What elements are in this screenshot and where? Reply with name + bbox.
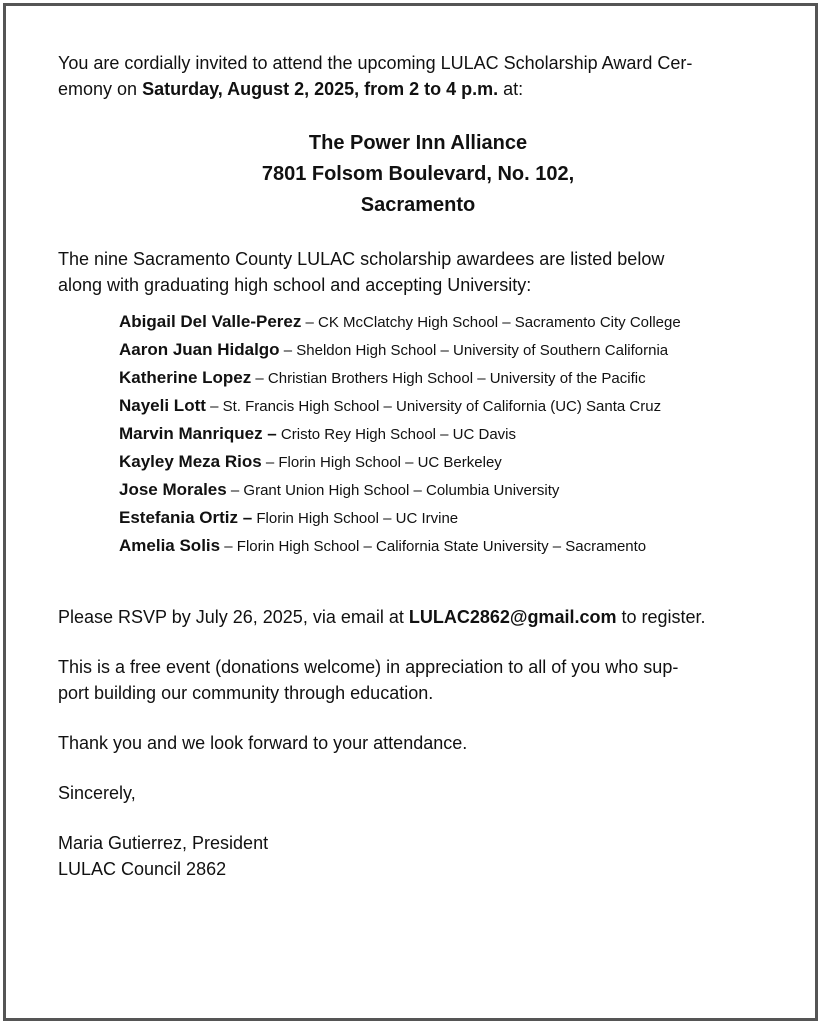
signature-block [58,830,778,882]
list-item [119,504,778,532]
awardee-details: Florin High School – UC Irvine [252,510,459,527]
closing-salutation: Sincerely, [58,783,136,803]
awardee-details: – Florin High School – California State University – Sacramento [220,538,647,555]
awardees-intro-line-2: along with graduating high school and accepting University: [58,275,532,295]
list-item [119,532,778,560]
signatory-organization: LULAC Council 2862 [58,859,227,879]
awardee-name: Nayeli Lott [119,396,206,415]
free-event-paragraph [58,654,778,706]
list-item [119,476,778,504]
awardee-name: Abigail Del Valle-Perez [119,312,302,331]
awardees-list [119,308,778,560]
awardee-name: Jose Morales [119,480,227,499]
awardee-details: – Grant Union High School – Columbia University [226,482,560,499]
venue-block [58,128,778,221]
awardee-details: – CK McClatchy High School – Sacramento City College [301,314,681,331]
awardee-details: – Sheldon High School – University of Southern California [279,342,669,359]
awardees-intro-paragraph [58,246,778,298]
invitation-paragraph [58,50,778,112]
rsvp-email: LULAC2862@gmail.com [408,607,617,627]
list-item [119,308,778,336]
event-date-time: Saturday, August 2, 2025, from 2 to 4 p.m. [142,79,499,99]
invitation-suffix: at: [498,79,524,99]
signatory-name: Maria Gutierrez, President [58,833,269,853]
awardee-name: Marvin Manriquez – [119,424,277,443]
list-item [119,420,778,448]
thanks-paragraph: Thank you and we look forward to your attendance. [58,733,468,753]
venue-address: 7801 Folsom Boulevard, No. 102, [261,163,575,185]
awardee-details: – St. Francis High School – University of California (UC) Santa Cruz [205,398,662,415]
list-item [119,392,778,420]
awardee-details: – Florin High School – UC Berkeley [261,454,502,471]
rsvp-suffix: to register. [616,607,706,627]
awardee-name: Estefania Ortiz – [119,508,253,527]
page-frame [3,3,818,1021]
awardee-name: Katherine Lopez [119,368,252,387]
awardee-name: Aaron Juan Hidalgo [119,340,280,359]
awardee-name: Kayley Meza Rios [119,452,262,471]
list-item [119,448,778,476]
rsvp-prefix: Please RSVP by July 26, 2025, via email at [58,607,409,627]
awardee-details: – Christian Brothers High School – University of the Pacific [251,370,646,387]
venue-city: Sacramento [360,194,476,216]
list-item [119,364,778,392]
venue-name: The Power Inn Alliance [308,132,528,154]
awardee-name: Amelia Solis [119,536,221,555]
list-item [119,336,778,364]
awardee-details: Cristo Rey High School – UC Davis [276,426,517,443]
awardees-intro-line-1: The nine Sacramento County LULAC scholarship awardees are listed below [58,249,665,269]
letter-body [58,50,778,882]
invitation-prefix: emony on [58,79,143,99]
free-event-line-1: This is a free event (donations welcome) in appreciation to all of you who sup- [58,657,679,677]
invitation-line-1: You are cordially invited to attend the upcoming LULAC Scholarship Award Cer- [58,53,693,73]
free-event-line-2: port building our community through education. [58,683,434,703]
rsvp-paragraph [58,604,778,630]
